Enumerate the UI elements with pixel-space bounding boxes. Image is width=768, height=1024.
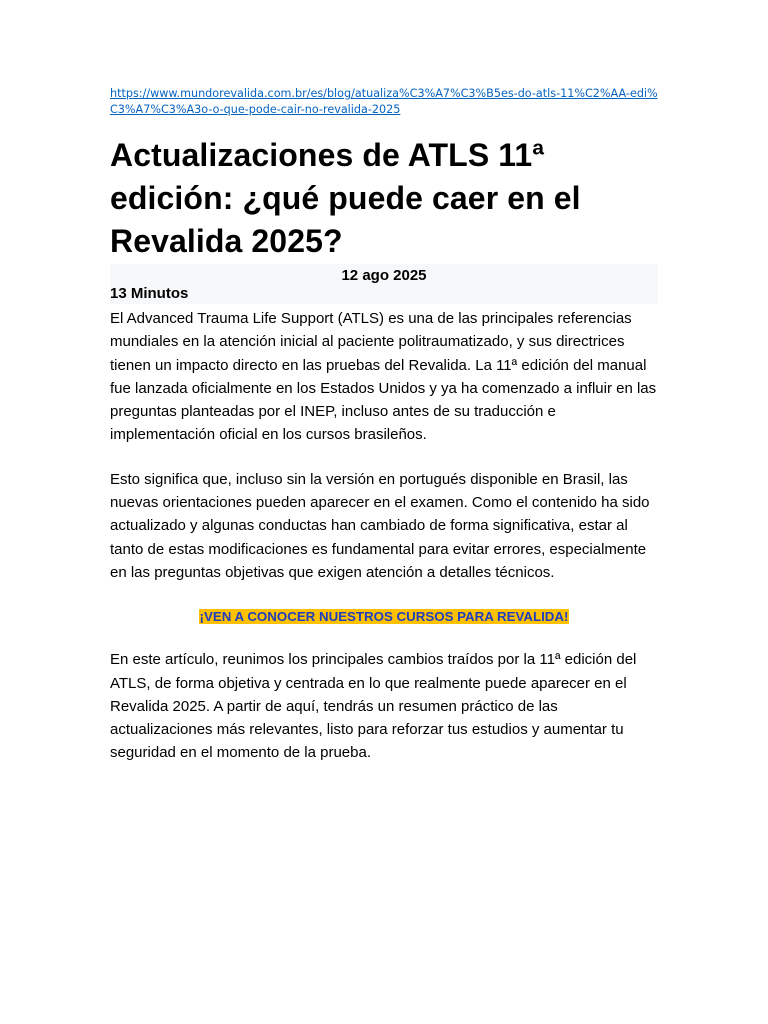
publish-date: 12 ago 2025	[341, 267, 427, 284]
courses-cta-link[interactable]: ¡VEN A CONOCER NUESTROS CURSOS PARA REVALIDA!	[199, 609, 569, 625]
source-url-link[interactable]: https://www.mundorevalida.com.br/es/blog/atualiza%C3%A7%C3%B5es-do-atls-11%C2%AA-edi%C3%A7%C3%A3o-o-que-pode-cair-no-revalida-2025	[110, 87, 658, 116]
paragraph-significance: Esto significa que, incluso sin la versión en portugués disponible en Brasil, las nuevas orientaciones pueden aparecer en el examen. Como el contenido ha sido actualizado y algunas conductas han cambiado de forma significativa, estar al tanto de estas modificaciones es fundamental para evitar errores, especialmente en las preguntas objetivas que exigen atención a detalles técnicos.	[110, 470, 650, 581]
document-page	[110, 86, 658, 765]
article-meta	[110, 264, 658, 304]
paragraph-summary: En este artículo, reunimos los principales cambios traídos por la 11ª edición del ATLS, de forma objetiva y centrada en lo que realmente puede aparecer en el Revalida 2025. A partir de aquí, tendrás un resumen práctico de las actualizaciones más relevantes, listo para reforzar tus estudios y aumentar tu seguridad en el momento de la prueba.	[110, 651, 637, 762]
cta-container	[110, 608, 658, 626]
read-time: 13 Minutos	[110, 285, 189, 302]
article-title: Actualizaciones de ATLS 11ª edición: ¿qué puede caer en el Revalida 2025?	[110, 137, 581, 259]
paragraph-intro: El Advanced Trauma Life Support (ATLS) es una de las principales referencias mundiales en la atención inicial al paciente politraumatizado, y sus directrices tienen un impacto directo en las pruebas del Revalida. La 11ª edición del manual fue lanzada oficialmente en los Estados Unidos y ya ha comenzado a influir en las preguntas planteadas por el INEP, incluso antes de su traducción e implementación oficial en los cursos brasileños.	[110, 310, 657, 444]
